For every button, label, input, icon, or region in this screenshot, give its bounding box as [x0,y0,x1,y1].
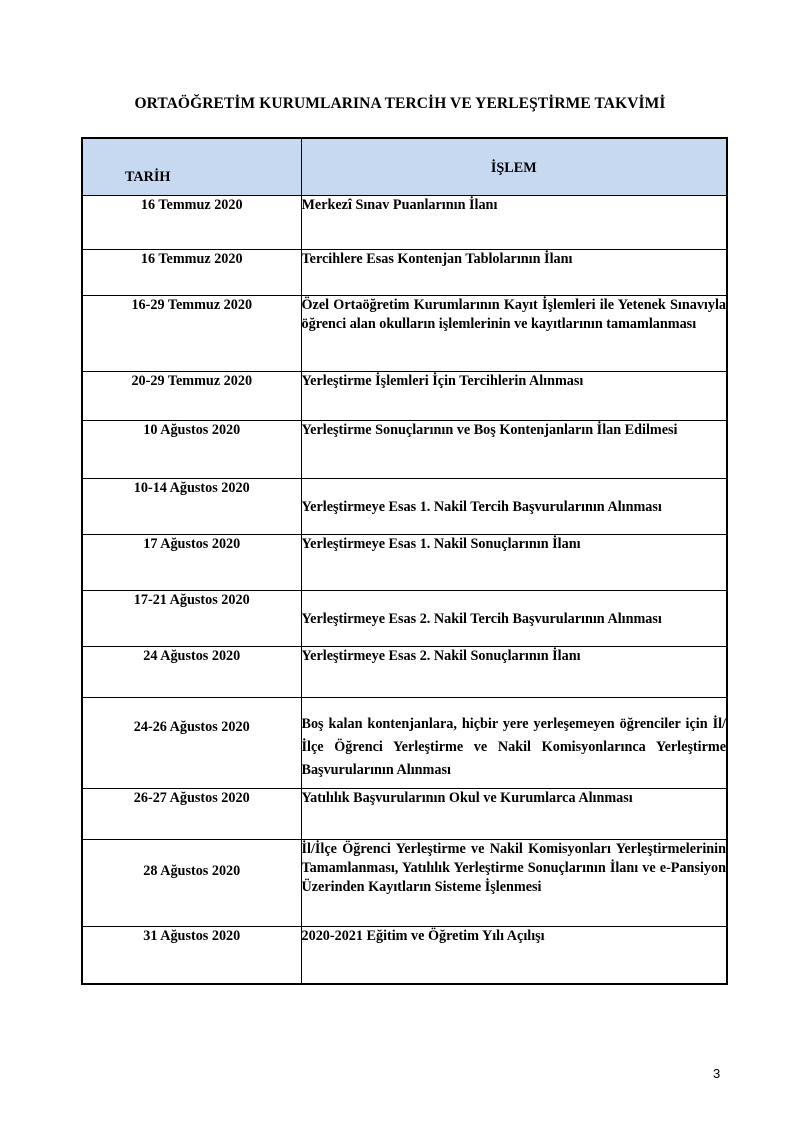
table-row [82,698,727,789]
table-row [82,840,727,927]
row-operation: Yatılılık Başvurularının Okul ve Kurumlarca Alınması [301,789,727,840]
table-row [82,372,727,421]
row-operation: Merkezî Sınav Puanlarının İlanı [301,196,727,250]
row-date: 17 Ağustos 2020 [82,535,301,591]
page-number: 3 [713,1066,721,1081]
table-row [82,479,727,535]
row-date: 31 Ağustos 2020 [82,927,301,984]
row-date: 16 Temmuz 2020 [82,250,301,296]
document-title: ORTAÖĞRETİM KURUMLARINA TERCİH VE YERLEŞTİRME TAKVİMİ [134,95,666,112]
table-row [82,535,727,591]
table-header-row [82,138,727,196]
row-operation: Yerleştirme İşlemleri İçin Tercihlerin Alınması [301,372,727,421]
row-operation: 2020-2021 Eğitim ve Öğretim Yılı Açılışı [301,927,727,984]
row-operation: Özel Ortaöğretim Kurumlarının Kayıt İşlemleri ile Yetenek Sınavıyla öğrenci alan okulların işlemlerinin ve kayıtlarının tamamlanması [301,296,727,372]
row-date: 28 Ağustos 2020 [82,840,301,927]
table-row [82,250,727,296]
row-date: 16 Temmuz 2020 [82,196,301,250]
row-operation: Tercihlere Esas Kontenjan Tablolarının İlanı [301,250,727,296]
row-date: 24-26 Ağustos 2020 [82,698,301,789]
row-operation: Yerleştirmeye Esas 2. Nakil Tercih Başvurularının Alınması [301,591,727,647]
row-operation: İl/İlçe Öğrenci Yerleştirme ve Nakil Komisyonları Yerleştirmelerinin Tamamlanması, Yatılılık Yerleştirme Sonuçlarının İlanı ve e-Pansiyon Üzerinden Kayıtların Sisteme İşlenmesi [301,840,727,927]
table-row [82,789,727,840]
row-operation: Yerleştirmeye Esas 1. Nakil Tercih Başvurularının Alınması [301,479,727,535]
table-row [82,296,727,372]
row-operation: Yerleştirmeye Esas 1. Nakil Sonuçlarının İlanı [301,535,727,591]
table-row [82,647,727,698]
row-date: 24 Ağustos 2020 [82,647,301,698]
table-row [82,591,727,647]
row-date: 20-29 Temmuz 2020 [82,372,301,421]
row-operation: Yerleştirmeye Esas 2. Nakil Sonuçlarının İlanı [301,647,727,698]
row-date: 17-21 Ağustos 2020 [82,591,301,647]
table-row [82,196,727,250]
row-date: 16-29 Temmuz 2020 [82,296,301,372]
header-operation: İŞLEM [301,138,727,196]
row-date: 26-27 Ağustos 2020 [82,789,301,840]
row-date: 10 Ağustos 2020 [82,421,301,479]
schedule-table [81,137,728,985]
row-date: 10-14 Ağustos 2020 [82,479,301,535]
row-operation: Yerleştirme Sonuçlarının ve Boş Kontenjanların İlan Edilmesi [301,421,727,479]
table-row [82,421,727,479]
table-row [82,927,727,984]
row-operation: Boş kalan kontenjanlara, hiçbir yere yerleşemeyen öğrenciler için İl/İlçe Öğrenci Yerleştirme ve Nakil Komisyonlarınca Yerleştirme Başvurularının Alınması [301,698,727,789]
header-date: TARİH [82,138,301,196]
